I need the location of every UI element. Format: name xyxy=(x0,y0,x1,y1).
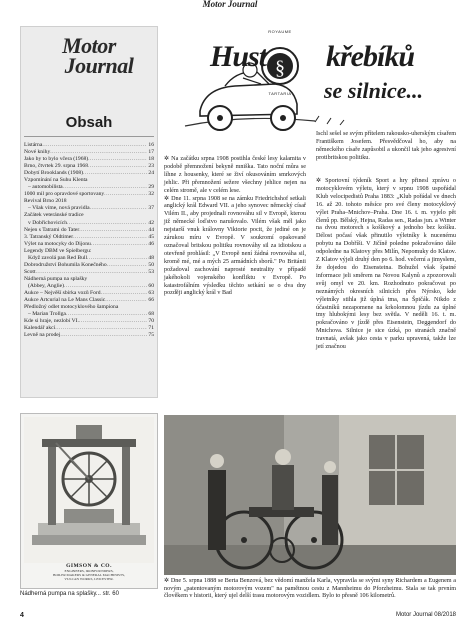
toc-item-page: 23 xyxy=(148,163,154,170)
toc-item-label: Vzpomínání na Suhu Klenta xyxy=(24,177,88,184)
article-paragraph xyxy=(316,178,456,352)
toc-item-page: 75 xyxy=(148,332,154,339)
ad-subtitle-line-2: BOILER MAKERS & GENERAL MACHINISTS, xyxy=(53,573,125,577)
toc-leader-dots xyxy=(63,184,148,191)
toc-leader-dots xyxy=(66,311,147,318)
pump-engine-illustration xyxy=(24,417,154,563)
toc-item-label: – automobilista xyxy=(28,184,63,191)
caption-text: Dne 5. srpna 1888 se Berta Benzová, bez vědomí manžela Karla, vypravila se svými syny Richardem a Eugenem a novým „patentovaným motorovým vozem" na pamětnou cestu z Mannheimu do Pforzheimu. Stala se tak prvním člověkem v historii, který ujel delší trasu motorovým vozidlem. Bylo to přesně 106 kilometrů. xyxy=(164,578,456,600)
toc-leader-dots xyxy=(107,262,148,269)
headline-word-1: Hust xyxy=(210,40,267,73)
toc-item xyxy=(24,198,154,205)
running-head: Motor Journal xyxy=(202,0,258,9)
ad-brand-name: GIMSON & CO. xyxy=(66,563,112,569)
ad-subtitle xyxy=(24,569,154,581)
toc-item-page: 60 xyxy=(148,282,154,289)
toc-item-label: 1000 mil pro opravdové sportovany xyxy=(24,191,105,198)
toc-leader-dots xyxy=(55,325,147,332)
toc-item-page: 24 xyxy=(148,170,154,177)
bullet-icon: ✲ xyxy=(164,578,171,584)
toc-divider xyxy=(24,136,154,137)
toc-item xyxy=(24,220,154,227)
article-paragraph xyxy=(164,196,306,299)
toc-item-label: 3. Tatranský Oldtimer xyxy=(24,233,74,240)
toc-item-label: (Abbey, Anglie) xyxy=(28,282,64,289)
paragraph-text: Dne 11. srpna 1908 se na zámku Friedrichshof setkali anglický král Edward VII. a jeho synovec německý císař Vilém II., aby projednali rovnováhu sil v Evropě, kterou již německé loďstvo narušovalo. Vilém však měl jako nejstarší vnuk královny Viktorie pocit, že jediné on je zárukou míru v Evropě. V soukromí opakovaně označoval britskou politiku rovnováhy sil za idiotskou a otevřeně prohlásil: „V Evropě není žádná rovnováha sil, kromě mé, mé a mých 25 armádních sborů." Po Británii požadoval zachování naprosté neutrality v případě jakéhokoli vojenského konfliktu v Evropě. Po katastrofálním výsledku těchto setkání se o dva dny později anglický král v Bad xyxy=(164,195,306,297)
toc-item xyxy=(24,227,154,234)
toc-item xyxy=(24,269,154,276)
toc-item-page: 66 xyxy=(148,297,154,304)
toc-list xyxy=(24,142,154,339)
toc-item-label: Levně na prodej xyxy=(24,332,61,339)
toc-item xyxy=(24,255,154,262)
toc-item-label: Legendy DBM ve Spielbergu: xyxy=(24,247,92,254)
toc-item-page: 48 xyxy=(148,254,154,261)
ad-subtitle-line-1: ENGINEERS, IRONFOUNDERS, xyxy=(64,569,114,573)
toc-item-label: Revival Brno 2018 xyxy=(24,198,67,205)
toc-item-label: – Marian Trollga xyxy=(28,311,66,318)
toc-item-page: 50 xyxy=(148,261,154,268)
toc-item xyxy=(24,212,154,219)
toc-item-label: Předložný odlet motocyklového šampiona xyxy=(24,304,119,311)
toc-item xyxy=(24,241,154,248)
toc-leader-dots xyxy=(60,332,147,339)
toc-item-label: Nádherná pumpa na splašky xyxy=(24,275,88,282)
toc-item-page: 68 xyxy=(148,311,154,318)
emblem-top-text: ROYAUME xyxy=(268,29,292,34)
photo-caption xyxy=(164,578,456,601)
toc-item xyxy=(24,177,154,184)
toc-item-label: Scott xyxy=(24,268,36,275)
bullet-icon: ✲ xyxy=(316,178,326,184)
toc-item xyxy=(24,283,154,290)
toc-item xyxy=(24,149,154,156)
toc-item-label: Když zavolá pan Red Bull xyxy=(28,254,88,261)
ad-caption: Nádherná pumpa na splašky... str. 60 xyxy=(20,591,119,597)
toc-item-page: 53 xyxy=(148,268,154,275)
emblem-letter: § xyxy=(275,57,285,79)
toc-item-page: 29 xyxy=(148,184,154,191)
emblem-bottom-text: TARTARIA xyxy=(268,91,292,96)
page-number: 4 xyxy=(20,612,24,619)
ad-subtitle-line-3: VULCAN WORKS, LEICESTER. xyxy=(64,577,114,581)
toc-item xyxy=(24,163,154,170)
toc-item-label: Začátek veteránské tradice xyxy=(24,212,84,219)
toc-item-label: Kde si hraje, nezlobí VI. xyxy=(24,318,79,325)
toc-item xyxy=(24,325,154,332)
toc-item-page: 45 xyxy=(148,233,154,240)
headline-word-3: se silnice... xyxy=(324,78,423,103)
toc-item-label: Nejen s Tatrami do Tater xyxy=(24,226,80,233)
toc-item-page: 71 xyxy=(148,325,154,332)
toc-item xyxy=(24,311,154,318)
toc-item xyxy=(24,248,154,255)
toc-leader-dots xyxy=(83,170,147,177)
historic-benz-photo xyxy=(164,415,456,575)
logo-line-1: Motor xyxy=(62,33,116,58)
toc-leader-dots xyxy=(104,191,147,198)
toc-leader-dots xyxy=(73,234,147,241)
toc-item xyxy=(24,142,154,149)
toc-item-page: 42 xyxy=(148,219,154,226)
toc-leader-dots xyxy=(36,269,148,276)
magazine-logo xyxy=(26,33,152,78)
toc-item-label: Listárna xyxy=(24,142,43,148)
toc-leader-dots xyxy=(105,297,147,304)
toc-leader-dots xyxy=(91,241,148,248)
article-intro-text: Ischl sešel se svým přítelem rakousko-uherským císařem Františkem Josefem. Přesvědčoval ho, aby na německého císaře zapůsobil a ukončil tak jeho agresivní protibritskou politiku. xyxy=(316,131,456,161)
toc-item-label: Dobrodružství Bohumila Konečného xyxy=(24,261,107,268)
toc-item xyxy=(24,170,154,177)
toc-item xyxy=(24,290,154,297)
toc-item-label: Jako by to bylo včera (1968) xyxy=(24,156,89,163)
bullet-icon: ✲ xyxy=(164,195,172,202)
toc-item xyxy=(24,191,154,198)
toc-leader-dots xyxy=(88,156,147,163)
toc-leader-dots xyxy=(101,290,148,297)
toc-leader-dots xyxy=(42,142,147,149)
toc-leader-dots xyxy=(90,205,148,212)
toc-item-label: Dobytí Brooklands (1908) xyxy=(24,170,84,177)
toc-leader-dots xyxy=(67,220,147,227)
toc-item-page: 70 xyxy=(148,318,154,325)
toc-item xyxy=(24,262,154,269)
toc-item-label: Brno, čtvrtek 29. srpna 1968 xyxy=(24,163,89,170)
toc-item xyxy=(24,304,154,311)
footer-issue: Motor Journal 08/2018 xyxy=(395,612,456,618)
toc-item-label: Nové knihy xyxy=(24,149,51,156)
toc-item-label: Aukce Artcurial na Le Mans Classic xyxy=(24,297,106,304)
logo-line-2: Journal xyxy=(64,53,134,78)
article-paragraph xyxy=(164,156,306,196)
toc-leader-dots xyxy=(64,283,147,290)
toc-item-page: 32 xyxy=(148,191,154,198)
paragraph-text: Na začátku srpna 1908 postihla české lesy kalamita v podobě přemnožení bekyně mniška. Tato noční můra se líhne z housenky, které se živí okusováním smrkových jehlic. Při přemnožení sežere všechny jehlice nejen na celém stromě, ale v celém lese. xyxy=(164,156,306,194)
toc-item-page: 17 xyxy=(148,149,154,156)
headline-word-2: křebíků xyxy=(326,40,415,73)
toc-leader-dots xyxy=(88,163,147,170)
toc-item-page: 18 xyxy=(148,156,154,163)
toc-item xyxy=(24,234,154,241)
article-column-a xyxy=(164,156,306,298)
toc-item xyxy=(24,184,154,191)
toc-item-label: – Však víme, nová pravidla xyxy=(28,205,90,212)
toc-item xyxy=(24,318,154,325)
toc-item-page: 63 xyxy=(148,289,154,296)
paragraph-text: Sportovní týdeník Sport a hry přinesl zprávu o motocyklovém výletu, který v srpnu 1908 uspořádal Klub velocipedistů Praha 1883: „Klub pořádal ve dnech 16. až 20. tohoto měsíce pro své členy motocyklový výlet Praha–Mnichov–Praha. Dne 16. t. m. vyjelo pět členů pp. Bělský, Hejna, Radas sen., Radas jun. a Winter na dvou motorech s košíkový a jednoho bez košíku. Délost počasí však přinutilo výletníky k nucenému pobytu na Dobříši. V Jičíně poledne pokračováno dále odpoledne na Klatovy přes Milín, Nepomuky do Klatov. Z Klatov výjeli druhý den po 6. hod. večerní a jimyslem, že dojedou do Eisensteina. Bohužel však špatné informace jeli směrem na Novou Kalynů a zpozorovali svůj omyl ve 20. km. Rozhodnuto pokračovat po neznámých okresních silnicích přes Nýrsko, kde výletníky stihla již úplná tma, na Špičák. Nikdo z účastníků nezapomene na krkolomnou jízdu za úplné tmy hlubokými lesy bez světla. V neděli 16. t. m. pokračováno v jízdě přes Eisenstein, Deggendorf do Mnichova. Silnice je sice úzká, po stranách značně travnatá, avšak jako cesta v parku upravená, takže lze jetí značnou xyxy=(316,178,456,351)
toc-leader-dots xyxy=(79,227,147,234)
toc-item-page: 46 xyxy=(148,240,154,247)
article-column-b xyxy=(316,178,456,352)
toc-title: Obsah xyxy=(65,114,113,131)
toc-item-page: 44 xyxy=(148,226,154,233)
toc-item-label: Výlet na motocyky do Dijonu xyxy=(24,240,91,247)
toc-leader-dots xyxy=(50,149,147,156)
toc-leader-dots xyxy=(79,318,148,325)
toc-leader-dots xyxy=(87,255,147,262)
bullet-icon: ✲ xyxy=(164,156,172,162)
toc-item-label: v Dobřichovicích xyxy=(28,219,67,226)
toc-item xyxy=(24,156,154,163)
toc-item xyxy=(24,276,154,283)
toc-item-label: Aukce – Nejvěší sbírka vozů Ford xyxy=(24,289,101,296)
toc-item xyxy=(24,297,154,304)
toc-item-page: 16 xyxy=(148,142,154,148)
toc-item xyxy=(24,205,154,212)
toc-item-label: Kalendář akcí xyxy=(24,325,56,332)
toc-item-page: 37 xyxy=(148,205,154,212)
toc-item xyxy=(24,332,154,339)
